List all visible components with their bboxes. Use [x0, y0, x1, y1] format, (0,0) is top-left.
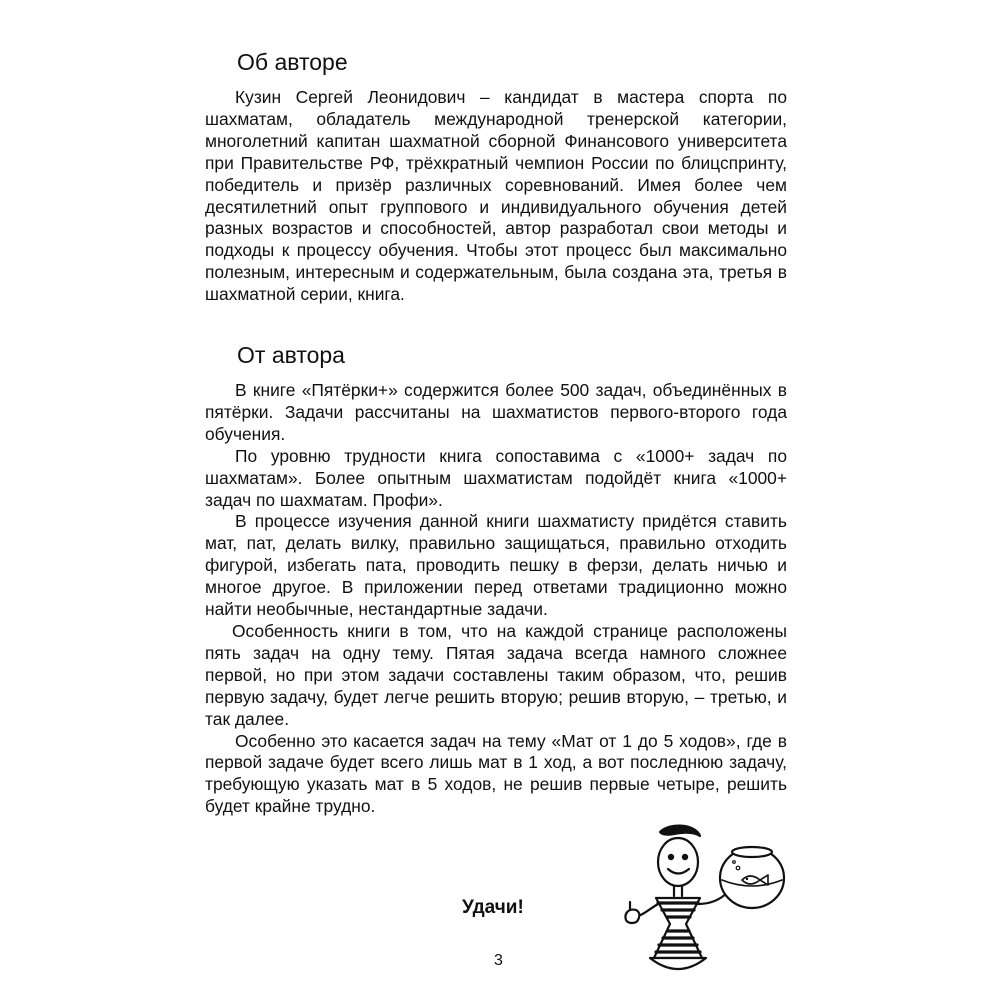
farewell-text: Удачи! [462, 897, 524, 918]
about-author-text [205, 87, 787, 306]
from-author-paragraph: По уровню трудности книга сопоставима с «1000+ задач по шахматам». Более опытным шахматистам подойдёт книга «1000+ задач по шахматам. Профи». [205, 445, 787, 510]
about-author-paragraph: Кузин Сергей Леонидович – кандидат в мастера спорта по шахматам, обладатель международной тренерской категории, многолетний капитан шахматной сборной Финансового университета при Правительстве РФ, трёхкратный чемпион России по блицспринту, победитель и призёр различных соревнований. Имея более чем десятилетний опыт группового и индивидуального обучения детей разных возрастов и способностей, автор разработал свои методы и подходы к процессу обучения. Чтобы этот процесс был максимально полезным, интересным и содержательным, была создана эта, третья в шахматной серии, книга. [205, 87, 787, 305]
page-number: 3 [494, 952, 503, 969]
from-author-paragraph: В процессе изучения данной книги шахматисту придётся ставить мат, пат, делать вилку, правильно защищаться, правильно отходить фигурой, избегать пата, проводить пешку в ферзи, делать ничью и многое другое. В приложении перед ответами традиционно можно найти необычные, нестандартные задачи. [205, 511, 787, 620]
about-author-heading: Об авторе [237, 49, 348, 75]
from-author-paragraph: В книге «Пятёрки+» содержится более 500 задач, объединённых в пятёрки. Задачи рассчитаны на шахматистов первого-второго года обучения. [205, 380, 787, 444]
from-author-heading: От автора [237, 342, 345, 368]
from-author-paragraph: Особенность книги в том, что на каждой странице расположены пять задач на одну тему. Пятая задача всегда намного сложнее первой, но при этом задачи составлены таким образом, что, решив первую задачу, будет легче решить вторую; решив вторую, – третью, и так далее. [205, 620, 787, 729]
cartoon-character-with-fishbowl-icon [610, 820, 790, 980]
from-author-paragraph: Особенно это касается задач на тему «Мат от 1 до 5 ходов», где в первой задаче будет всего лишь мат в 1 ход, а вот последнюю задачу, требующую указать мат в 5 ходов, не решив первые четыре, решить будет крайне трудно. [205, 730, 787, 817]
from-author-text [205, 380, 787, 818]
